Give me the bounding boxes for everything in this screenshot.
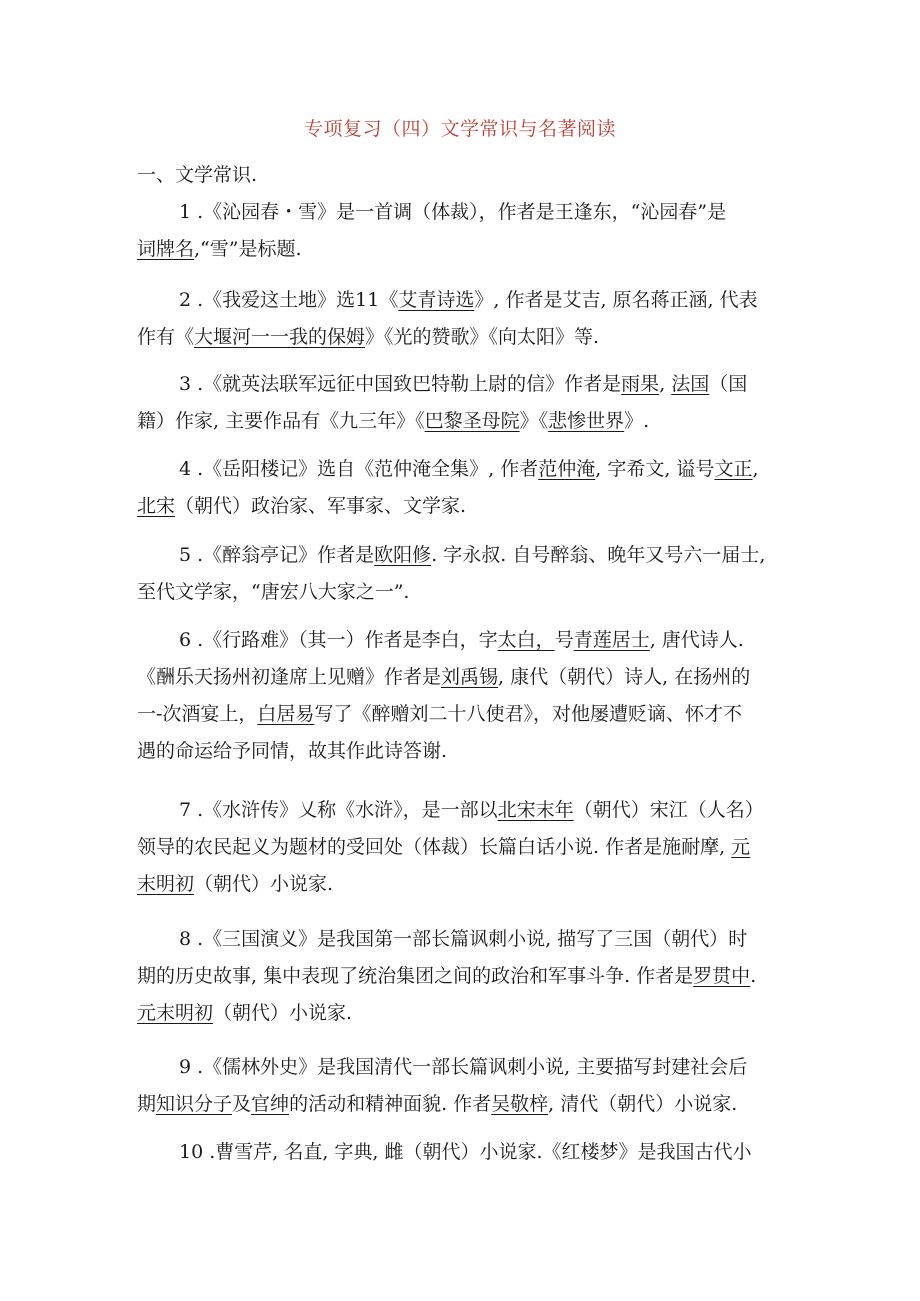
- paragraph-line: [137, 696, 787, 733]
- paragraph-7: [137, 792, 787, 903]
- paragraph-10: [137, 1134, 787, 1171]
- text-run: 领导的农民起义为题材的受回处（体裁）长篇白话小说. 作者是施耐摩,: [137, 836, 732, 858]
- paragraph-6: [137, 622, 787, 770]
- text-run: 2 .《我爱这土地》选11《: [179, 289, 399, 311]
- paragraph-line: [137, 537, 787, 574]
- text-run: 写了《醉赠刘二十八使君》，对他屡遭贬谪、怀才不: [314, 703, 742, 725]
- text-run: , 字希文, 谥号: [595, 458, 715, 480]
- text-run: 期的历史故事, 集中表现了统治集团之间的政治和军事斗争. 作者是: [137, 965, 694, 987]
- underlined-answer: 欧阳修: [374, 544, 432, 566]
- text-run: 》《光的赞歌》《向太阳》等.: [365, 326, 600, 348]
- section-heading: 一、文学常识.: [137, 164, 258, 186]
- paragraph-line: [137, 574, 787, 611]
- paragraph-line: [137, 282, 787, 319]
- underlined-answer: 词牌名: [137, 238, 195, 260]
- paragraph-line: [137, 622, 787, 659]
- text-run: （朝代）政治家、军事家、文学家.: [175, 495, 467, 517]
- underlined-answer: 文正: [714, 458, 753, 480]
- paragraph-line: [137, 829, 787, 866]
- text-run: 5 .《醉翁亭记》作者是: [179, 544, 375, 566]
- paragraph-line: [137, 231, 787, 268]
- paragraph-line: [137, 403, 787, 440]
- paragraph-8: [137, 921, 787, 1032]
- text-run: .: [750, 965, 757, 987]
- text-run: 》.: [624, 410, 650, 432]
- text-run: ,“雪”是标题.: [194, 238, 302, 260]
- text-run: . 字永叔. 自号醉翁、晚年又号六一届士,: [431, 544, 766, 566]
- text-run: , 唐代诗人.: [649, 629, 744, 651]
- underlined-answer: 罗贯中: [693, 965, 751, 987]
- text-run: ,: [752, 458, 759, 480]
- underlined-answer: 北宋: [137, 495, 176, 517]
- paragraph-line: [137, 921, 787, 958]
- text-run: 号: [554, 629, 574, 651]
- text-run: 一-次酒宴上，: [137, 703, 258, 725]
- text-run: 》, 作者是艾吉, 原名蒋正涵, 代表: [474, 289, 758, 311]
- paragraph-line: [137, 792, 787, 829]
- underlined-answer: 法国: [671, 373, 710, 395]
- paragraph-5: [137, 537, 787, 611]
- text-run: （朝代）宋江（人名）: [573, 799, 764, 821]
- underlined-answer: 知识分子: [156, 1093, 233, 1115]
- paragraph-line: [137, 733, 787, 770]
- paragraph-line: [137, 659, 787, 696]
- paragraph-line: [137, 319, 787, 356]
- paragraph-1: [137, 194, 787, 268]
- text-run: 6 .《行路难》（其一）作者是李白，字: [179, 629, 498, 651]
- text-run: （朝代）小说家.: [213, 1002, 353, 1024]
- text-run: （国: [709, 373, 748, 395]
- underlined-answer: 元: [731, 836, 751, 858]
- text-run: 及: [232, 1093, 252, 1115]
- underlined-answer: 吴敬梓: [491, 1093, 549, 1115]
- underlined-answer: 北宋末年: [497, 799, 574, 821]
- text-run: 9 .《儒林外史》是我国清代一部长篇讽刺小说, 主要描写封建社会后: [179, 1056, 748, 1078]
- paragraph-line: [137, 488, 787, 525]
- text-run: ,: [659, 373, 672, 395]
- paragraph-9: [137, 1049, 787, 1123]
- paragraph-line: [137, 451, 787, 488]
- underlined-answer: 悲惨世界: [548, 410, 625, 432]
- text-run: 3 .《就英法联军远征中国致巴特勒上尉的信》作者是: [179, 373, 622, 395]
- text-run: 《酬乐天扬州初逢席上见赠》作者是: [137, 666, 442, 688]
- text-run: 10 .曹雪芹, 名直, 字典, 雌（朝代）小说家.《红楼梦》是我国古代小: [179, 1141, 752, 1163]
- underlined-answer: 巴黎圣母院: [424, 410, 520, 432]
- text-run: （朝代）小说家.: [194, 873, 334, 895]
- text-run: 4 .《岳阳楼记》选自《范仲淹全集》, 作者: [179, 458, 539, 480]
- text-run: 籍）作家, 主要作品有《九三年》《: [137, 410, 425, 432]
- underlined-answer: 太白，: [497, 629, 555, 651]
- underlined-answer: 青莲居士: [573, 629, 650, 651]
- underlined-answer: 元末明初: [137, 1002, 214, 1024]
- text-run: 8 .《三国演义》是我国第一部长篇讽刺小说, 描写了三国（朝代）时: [179, 928, 748, 950]
- paragraph-line: [137, 1134, 787, 1171]
- text-run: , 康代（朝代）诗人, 在扬州的: [498, 666, 751, 688]
- text-run: 遇的命运给予同情，故其作此诗答谢.: [137, 740, 448, 762]
- text-run: 1 .《沁园春・雪》是一首调（体裁），作者是王逢东，“沁园春”是: [179, 201, 727, 223]
- text-run: 的活动和精神面貌. 作者: [289, 1093, 492, 1115]
- text-run: 作有《: [137, 326, 195, 348]
- paragraph-4: [137, 451, 787, 525]
- paragraph-line: [137, 1086, 787, 1123]
- underlined-answer: 大堰河一一我的保姆: [194, 326, 366, 348]
- paragraph-2: [137, 282, 787, 356]
- paragraph-3: [137, 366, 787, 440]
- paragraph-line: [137, 866, 787, 903]
- paragraph-line: [137, 366, 787, 403]
- paragraph-line: [137, 1049, 787, 1086]
- text-run: 》《: [519, 410, 549, 432]
- underlined-answer: 官绅: [251, 1093, 290, 1115]
- paragraph-line: [137, 194, 787, 231]
- underlined-answer: 艾青诗选: [398, 289, 475, 311]
- text-run: 7 .《水浒传》乂称《水浒》，是一部以: [179, 799, 498, 821]
- underlined-answer: 白居易: [257, 703, 315, 725]
- underlined-answer: 末明初: [137, 873, 195, 895]
- text-run: , 清代（朝代）小说家.: [548, 1093, 738, 1115]
- underlined-answer: 刘禹锡: [441, 666, 499, 688]
- page-title: 专项复习（四）文学常识与名著阅读: [303, 118, 616, 140]
- paragraph-line: [137, 995, 787, 1032]
- text-run: 至代文学家，“唐宏八大家之一”.: [137, 581, 410, 603]
- text-run: 期: [137, 1093, 157, 1115]
- underlined-answer: 雨果: [621, 373, 660, 395]
- underlined-answer: 范仲淹: [538, 458, 596, 480]
- paragraph-line: [137, 958, 787, 995]
